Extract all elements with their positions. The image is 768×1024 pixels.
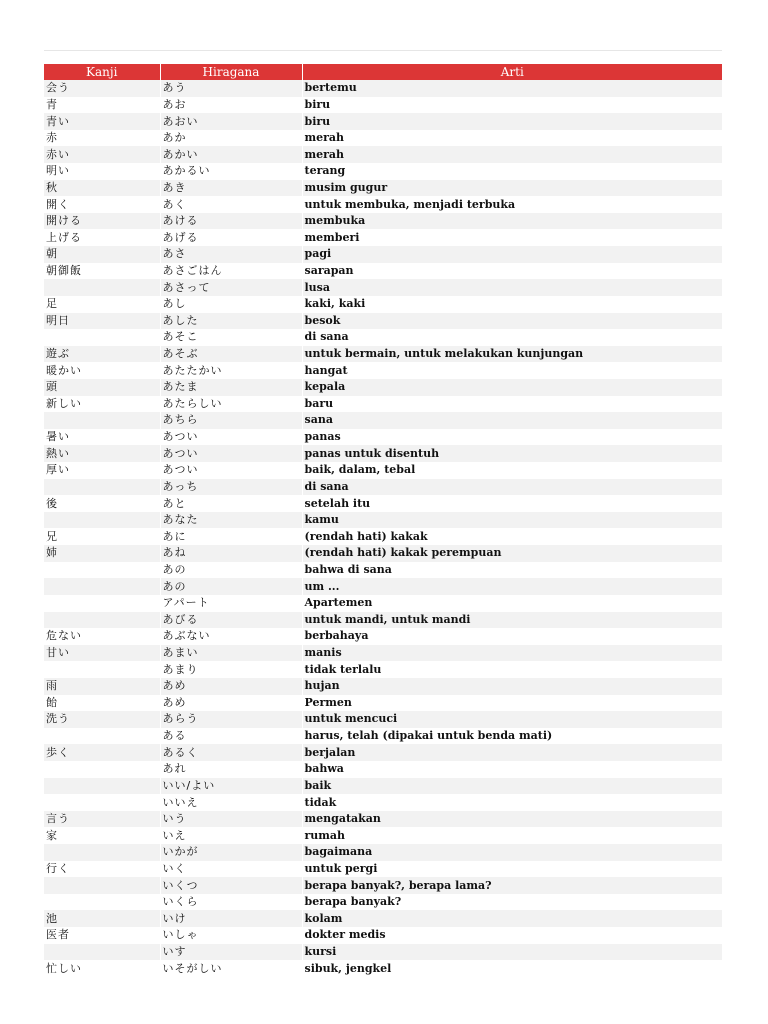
cell-arti: kaki, kaki: [302, 296, 722, 313]
cell-kanji: [44, 778, 160, 795]
table-row: [44, 761, 722, 778]
cell-arti: manis: [302, 645, 722, 662]
table-row: [44, 728, 722, 745]
cell-hiragana: あと: [160, 495, 302, 512]
cell-hiragana: あに: [160, 528, 302, 545]
cell-kanji: 言う: [44, 811, 160, 828]
table-row: [44, 80, 722, 97]
cell-kanji: 開ける: [44, 213, 160, 230]
table-row: [44, 263, 722, 280]
header-row: [44, 64, 722, 80]
cell-hiragana: いす: [160, 944, 302, 961]
cell-hiragana: いしゃ: [160, 927, 302, 944]
cell-kanji: 兄: [44, 528, 160, 545]
table-row: [44, 412, 722, 429]
cell-kanji: 家: [44, 827, 160, 844]
cell-kanji: 秋: [44, 180, 160, 197]
cell-arti: hujan: [302, 678, 722, 695]
cell-arti: kepala: [302, 379, 722, 396]
cell-kanji: 開く: [44, 196, 160, 213]
cell-arti: dokter medis: [302, 927, 722, 944]
cell-arti: di sana: [302, 329, 722, 346]
cell-arti: panas: [302, 429, 722, 446]
table-row: [44, 180, 722, 197]
cell-kanji: 赤: [44, 130, 160, 147]
cell-kanji: 暑い: [44, 429, 160, 446]
table-row: [44, 445, 722, 462]
cell-hiragana: あたらしい: [160, 396, 302, 413]
table-row: [44, 146, 722, 163]
cell-arti: di sana: [302, 479, 722, 496]
cell-arti: bertemu: [302, 80, 722, 97]
cell-arti: memberi: [302, 229, 722, 246]
cell-arti: berjalan: [302, 744, 722, 761]
cell-hiragana: あっち: [160, 479, 302, 496]
cell-arti: kolam: [302, 910, 722, 927]
table-row: [44, 545, 722, 562]
cell-kanji: 遊ぶ: [44, 346, 160, 363]
cell-kanji: [44, 578, 160, 595]
cell-hiragana: あなた: [160, 512, 302, 529]
cell-kanji: [44, 595, 160, 612]
cell-kanji: [44, 894, 160, 911]
cell-arti: untuk pergi: [302, 861, 722, 878]
cell-hiragana: あたたかい: [160, 362, 302, 379]
cell-arti: tidak terlalu: [302, 661, 722, 678]
cell-hiragana: いい/よい: [160, 778, 302, 795]
table-row: [44, 462, 722, 479]
cell-arti: Apartemen: [302, 595, 722, 612]
table-row: [44, 479, 722, 496]
table-row: [44, 396, 722, 413]
cell-hiragana: あめ: [160, 695, 302, 712]
table-row: [44, 695, 722, 712]
cell-arti: biru: [302, 113, 722, 130]
cell-hiragana: あける: [160, 213, 302, 230]
cell-hiragana: あそぶ: [160, 346, 302, 363]
table-row: [44, 362, 722, 379]
cell-kanji: [44, 728, 160, 745]
cell-kanji: [44, 329, 160, 346]
cell-arti: bahwa: [302, 761, 722, 778]
cell-kanji: 医者: [44, 927, 160, 944]
cell-arti: kursi: [302, 944, 722, 961]
table-row: [44, 196, 722, 213]
table-row: [44, 910, 722, 927]
cell-arti: bahwa di sana: [302, 562, 722, 579]
table-row: [44, 794, 722, 811]
cell-kanji: [44, 612, 160, 629]
cell-hiragana: あつい: [160, 445, 302, 462]
cell-hiragana: あぶない: [160, 628, 302, 645]
cell-arti: setelah itu: [302, 495, 722, 512]
cell-kanji: 後: [44, 495, 160, 512]
table-row: [44, 661, 722, 678]
cell-arti: baru: [302, 396, 722, 413]
table-row: [44, 495, 722, 512]
cell-kanji: 厚い: [44, 462, 160, 479]
cell-hiragana: あう: [160, 80, 302, 97]
table-row: [44, 711, 722, 728]
cell-hiragana: あき: [160, 180, 302, 197]
cell-arti: merah: [302, 146, 722, 163]
cell-hiragana: あげる: [160, 229, 302, 246]
cell-kanji: 朝御飯: [44, 263, 160, 280]
cell-arti: lusa: [302, 279, 722, 296]
cell-kanji: [44, 661, 160, 678]
table-row: [44, 927, 722, 944]
table-row: [44, 562, 722, 579]
cell-hiragana: あるく: [160, 744, 302, 761]
cell-kanji: [44, 512, 160, 529]
cell-arti: terang: [302, 163, 722, 180]
cell-hiragana: あね: [160, 545, 302, 562]
cell-arti: berapa banyak?: [302, 894, 722, 911]
cell-kanji: 頭: [44, 379, 160, 396]
cell-hiragana: あまり: [160, 661, 302, 678]
cell-hiragana: あめ: [160, 678, 302, 695]
cell-arti: membuka: [302, 213, 722, 230]
cell-arti: untuk mandi, untuk mandi: [302, 612, 722, 629]
cell-kanji: [44, 562, 160, 579]
cell-kanji: 池: [44, 910, 160, 927]
cell-kanji: 青: [44, 97, 160, 114]
cell-hiragana: あちら: [160, 412, 302, 429]
cell-arti: berbahaya: [302, 628, 722, 645]
table-row: [44, 744, 722, 761]
cell-kanji: 上げる: [44, 229, 160, 246]
table-row: [44, 97, 722, 114]
cell-kanji: 会う: [44, 80, 160, 97]
cell-kanji: 雨: [44, 678, 160, 695]
table-row: [44, 578, 722, 595]
cell-kanji: 明い: [44, 163, 160, 180]
cell-hiragana: いくら: [160, 894, 302, 911]
table-row: [44, 329, 722, 346]
table-row: [44, 811, 722, 828]
header-arti: Arti: [302, 64, 722, 80]
cell-hiragana: いいえ: [160, 794, 302, 811]
cell-arti: berapa banyak?, berapa lama?: [302, 877, 722, 894]
cell-hiragana: あお: [160, 97, 302, 114]
table-row: [44, 678, 722, 695]
cell-kanji: [44, 844, 160, 861]
cell-arti: pagi: [302, 246, 722, 263]
cell-hiragana: あく: [160, 196, 302, 213]
cell-hiragana: いくつ: [160, 877, 302, 894]
table-row: [44, 778, 722, 795]
cell-hiragana: あかるい: [160, 163, 302, 180]
table-row: [44, 296, 722, 313]
table-row: [44, 213, 722, 230]
header-hiragana: Hiragana: [160, 64, 302, 80]
cell-hiragana: あか: [160, 130, 302, 147]
cell-arti: bagaimana: [302, 844, 722, 861]
table-row: [44, 313, 722, 330]
cell-hiragana: あし: [160, 296, 302, 313]
cell-hiragana: あかい: [160, 146, 302, 163]
cell-hiragana: あさ: [160, 246, 302, 263]
cell-arti: mengatakan: [302, 811, 722, 828]
cell-arti: untuk mencuci: [302, 711, 722, 728]
cell-hiragana: あした: [160, 313, 302, 330]
cell-hiragana: いそがしい: [160, 960, 302, 977]
cell-hiragana: いえ: [160, 827, 302, 844]
cell-hiragana: あつい: [160, 462, 302, 479]
cell-kanji: 新しい: [44, 396, 160, 413]
cell-hiragana: あそこ: [160, 329, 302, 346]
top-divider: [44, 50, 722, 51]
cell-hiragana: あたま: [160, 379, 302, 396]
cell-hiragana: あつい: [160, 429, 302, 446]
table-row: [44, 960, 722, 977]
cell-hiragana: あれ: [160, 761, 302, 778]
table-row: [44, 844, 722, 861]
table-row: [44, 379, 722, 396]
table-row: [44, 628, 722, 645]
cell-hiragana: あおい: [160, 113, 302, 130]
cell-kanji: 歩く: [44, 744, 160, 761]
cell-hiragana: ある: [160, 728, 302, 745]
cell-arti: sana: [302, 412, 722, 429]
header-kanji: Kanji: [44, 64, 160, 80]
cell-kanji: 朝: [44, 246, 160, 263]
cell-arti: hangat: [302, 362, 722, 379]
cell-hiragana: あの: [160, 562, 302, 579]
table-row: [44, 229, 722, 246]
cell-arti: Permen: [302, 695, 722, 712]
cell-arti: rumah: [302, 827, 722, 844]
table-row: [44, 595, 722, 612]
cell-arti: harus, telah (dipakai untuk benda mati): [302, 728, 722, 745]
cell-arti: (rendah hati) kakak: [302, 528, 722, 545]
table-row: [44, 346, 722, 363]
table-row: [44, 645, 722, 662]
cell-hiragana: アパート: [160, 595, 302, 612]
cell-kanji: 明日: [44, 313, 160, 330]
cell-hiragana: あらう: [160, 711, 302, 728]
table-row: [44, 130, 722, 147]
table-row: [44, 246, 722, 263]
vocabulary-table: [44, 64, 722, 977]
cell-arti: sibuk, jengkel: [302, 960, 722, 977]
table-row: [44, 944, 722, 961]
cell-kanji: 足: [44, 296, 160, 313]
cell-hiragana: いかが: [160, 844, 302, 861]
cell-hiragana: あびる: [160, 612, 302, 629]
cell-arti: besok: [302, 313, 722, 330]
cell-kanji: [44, 877, 160, 894]
table-row: [44, 113, 722, 130]
table-row: [44, 512, 722, 529]
cell-arti: merah: [302, 130, 722, 147]
cell-hiragana: あさって: [160, 279, 302, 296]
table-row: [44, 429, 722, 446]
cell-kanji: 暖かい: [44, 362, 160, 379]
table-body: [44, 80, 722, 977]
cell-arti: untuk membuka, menjadi terbuka: [302, 196, 722, 213]
cell-kanji: [44, 412, 160, 429]
table-row: [44, 612, 722, 629]
cell-hiragana: いけ: [160, 910, 302, 927]
table-row: [44, 827, 722, 844]
cell-arti: panas untuk disentuh: [302, 445, 722, 462]
cell-kanji: 危ない: [44, 628, 160, 645]
cell-hiragana: いう: [160, 811, 302, 828]
cell-hiragana: いく: [160, 861, 302, 878]
cell-kanji: 甘い: [44, 645, 160, 662]
table-row: [44, 894, 722, 911]
cell-kanji: [44, 279, 160, 296]
table-row: [44, 528, 722, 545]
table-row: [44, 279, 722, 296]
cell-hiragana: あまい: [160, 645, 302, 662]
cell-kanji: [44, 794, 160, 811]
cell-kanji: 青い: [44, 113, 160, 130]
cell-kanji: [44, 944, 160, 961]
cell-kanji: 忙しい: [44, 960, 160, 977]
cell-arti: untuk bermain, untuk melakukan kunjungan: [302, 346, 722, 363]
cell-kanji: 行く: [44, 861, 160, 878]
cell-arti: musim gugur: [302, 180, 722, 197]
cell-kanji: 飴: [44, 695, 160, 712]
table-row: [44, 877, 722, 894]
cell-kanji: 洗う: [44, 711, 160, 728]
cell-arti: sarapan: [302, 263, 722, 280]
cell-kanji: [44, 761, 160, 778]
table-row: [44, 861, 722, 878]
cell-arti: baik: [302, 778, 722, 795]
cell-hiragana: あさごはん: [160, 263, 302, 280]
cell-hiragana: あの: [160, 578, 302, 595]
cell-arti: (rendah hati) kakak perempuan: [302, 545, 722, 562]
cell-kanji: [44, 479, 160, 496]
cell-arti: baik, dalam, tebal: [302, 462, 722, 479]
cell-kanji: 姉: [44, 545, 160, 562]
cell-arti: biru: [302, 97, 722, 114]
cell-arti: kamu: [302, 512, 722, 529]
cell-kanji: 熱い: [44, 445, 160, 462]
cell-kanji: 赤い: [44, 146, 160, 163]
table-row: [44, 163, 722, 180]
cell-arti: um ...: [302, 578, 722, 595]
cell-arti: tidak: [302, 794, 722, 811]
